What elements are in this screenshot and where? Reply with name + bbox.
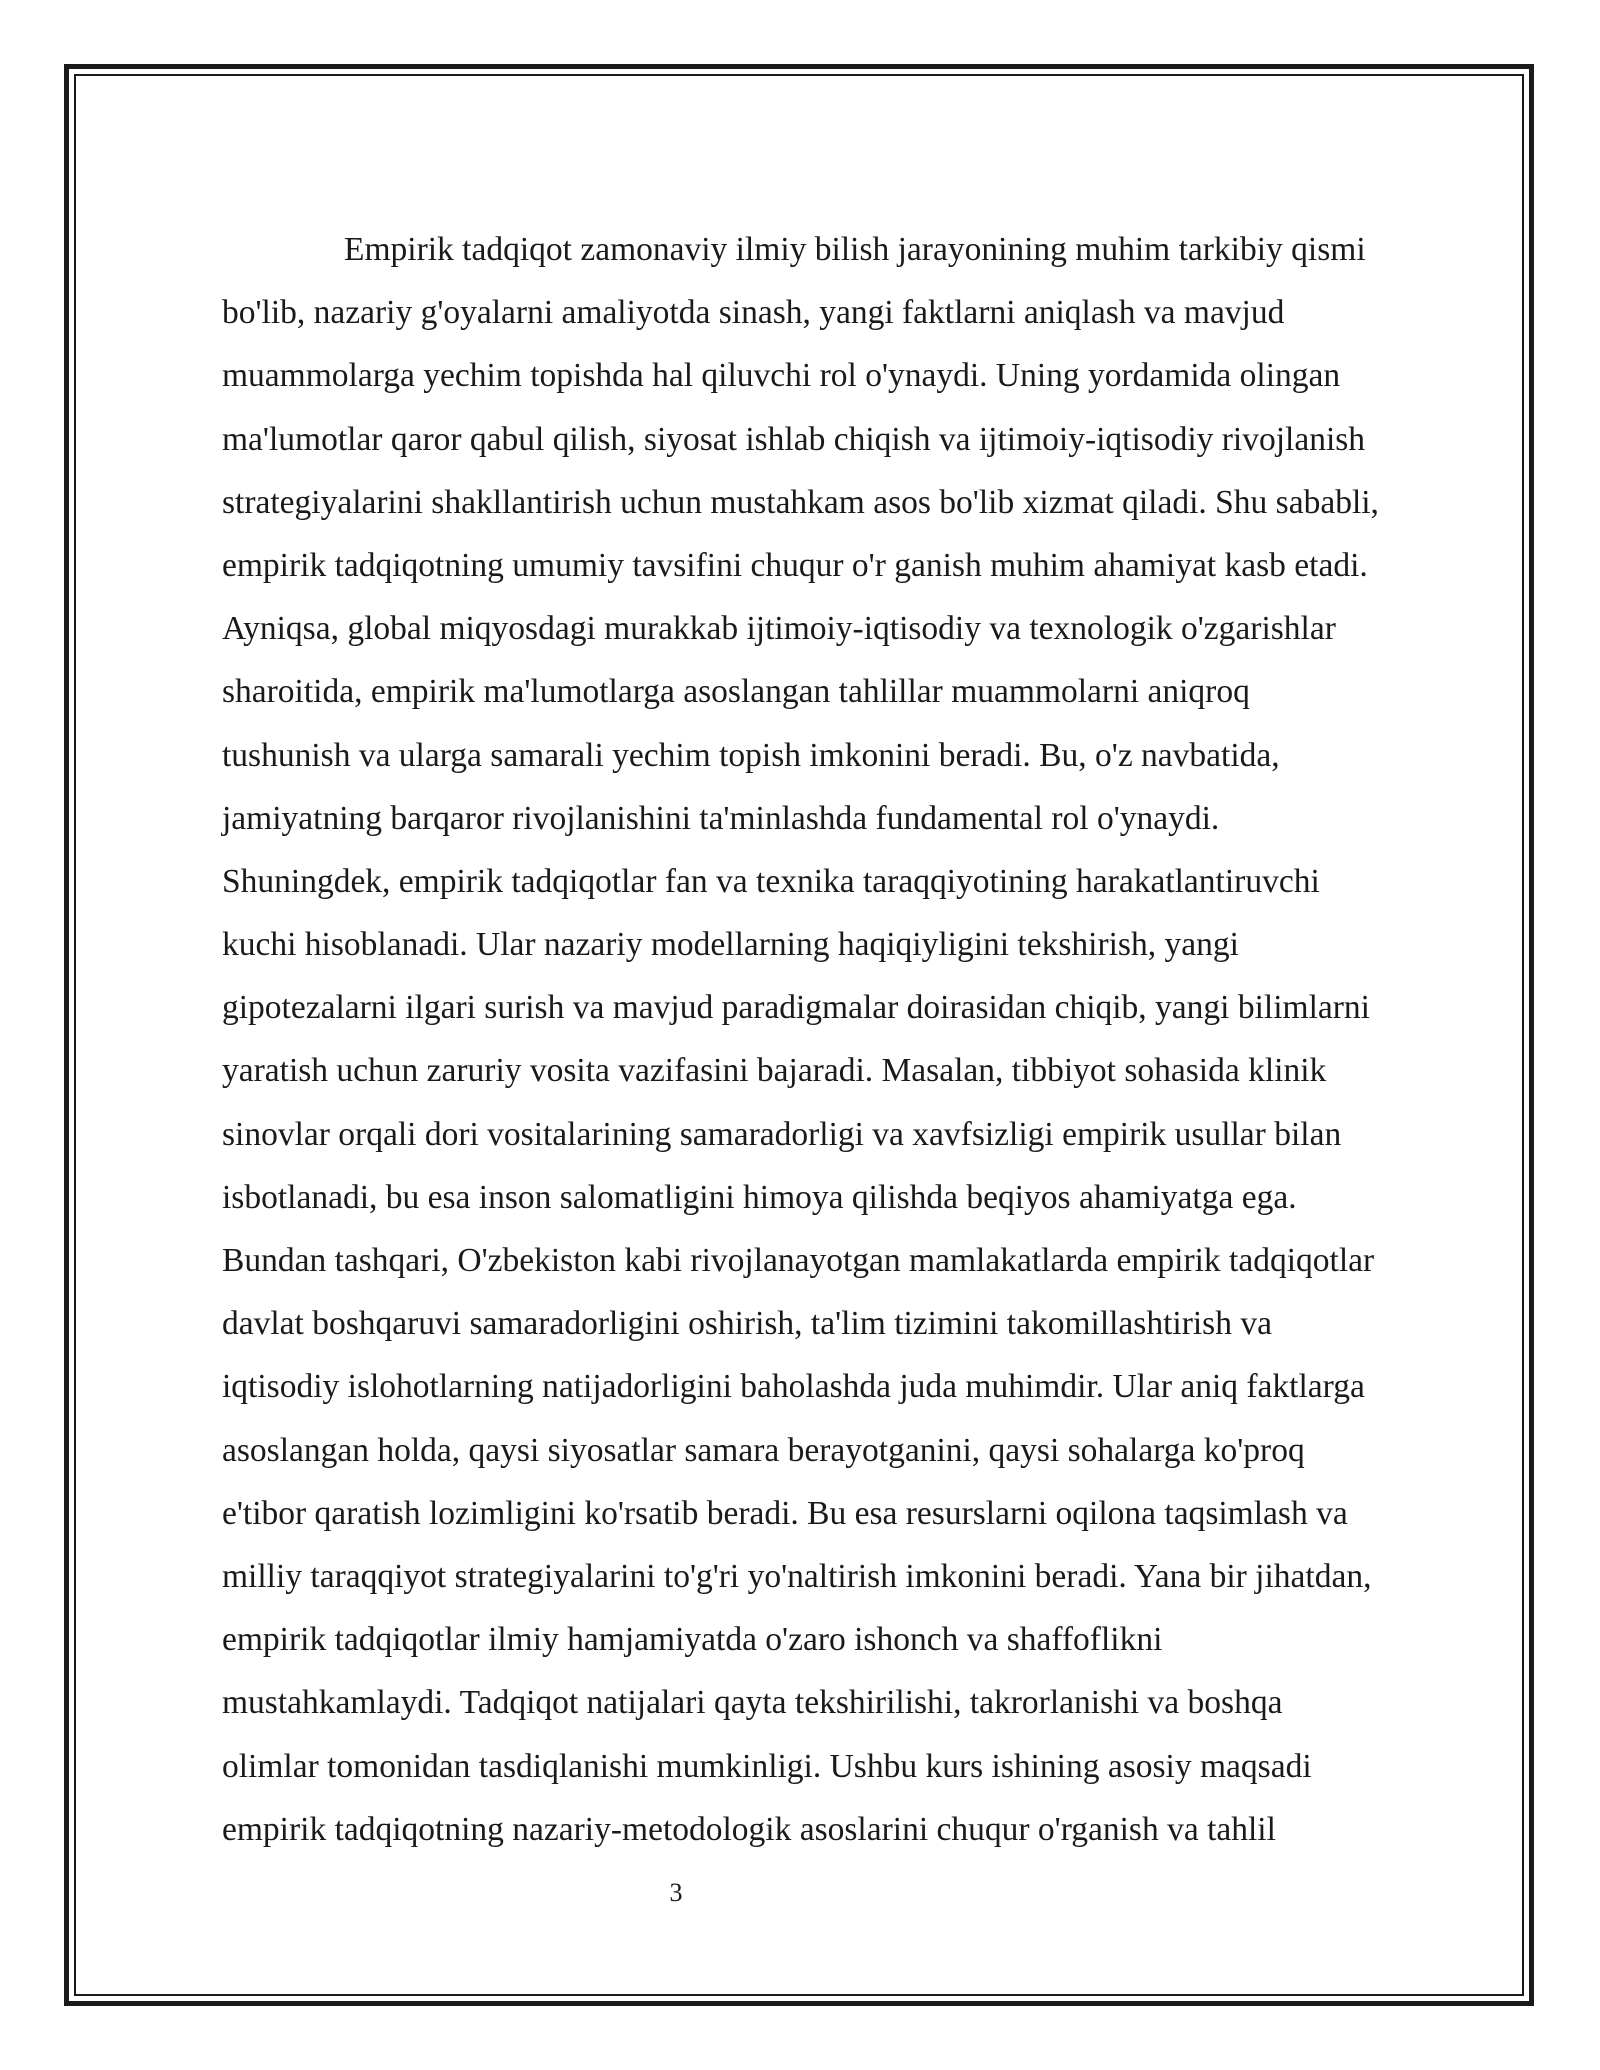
paragraph-line: iqtisodiy islohotlarning natijadorligini baholashda juda muhimdir. Ular aniq faktlarga (222, 1368, 1365, 1406)
page-number: 3 (669, 1878, 683, 1907)
paragraph-line: jamiyatning barqaror rivojlanishini ta'minlashda fundamental rol o'ynaydi. (222, 799, 1220, 837)
paragraph-line: Shuningdek, empirik tadqiqotlar fan va texnika taraqqiyotining harakatlantiruvchi (222, 862, 1320, 900)
paragraph-line: muammolarga yechim topishda hal qiluvchi rol o'ynaydi. Uning yordamida olingan (222, 357, 1341, 395)
paragraph-line: davlat boshqaruvi samaradorligini oshirish, ta'lim tizimini takomillashtirish va (222, 1305, 1272, 1343)
paragraph-line: e'tibor qaratish lozimligini ko'rsatib beradi. Bu esa resurslarni oqilona taqsimlash va (222, 1494, 1348, 1532)
paragraph-line: empirik tadqiqotning umumiy tavsifini chuqur o'r ganish muhim ahamiyat kasb etadi. (222, 546, 1368, 584)
paragraph-line: yaratish uchun zaruriy vosita vazifasini bajaradi. Masalan, tibbiyot sohasida klinik (222, 1052, 1327, 1090)
paragraph-line: empirik tadqiqotlar ilmiy hamjamiyatda o'zaro ishonch va shaffoflikni (222, 1621, 1163, 1659)
paragraph-line: strategiyalarini shakllantirish uchun mustahkam asos bo'lib xizmat qiladi. Shu sababli, (222, 483, 1379, 521)
paragraph-line: ma'lumotlar qaror qabul qilish, siyosat ishlab chiqish va ijtimoiy-iqtisodiy rivojlanish (222, 420, 1366, 458)
paragraph-line: tushunish va ularga samarali yechim topish imkonini beradi. Bu, o'z navbatida, (222, 736, 1280, 774)
paragraph-line: sinovlar orqali dori vositalarining samaradorligi va xavfsizligi empirik usullar bilan (222, 1115, 1342, 1153)
paragraph-line: Bundan tashqari, O'zbekiston kabi rivojlanayotgan mamlakatlarda empirik tadqiqotlar (222, 1242, 1375, 1279)
paragraph-line: asoslangan holda, qaysi siyosatlar samara berayotganini, qaysi sohalarga ko'proq (222, 1431, 1305, 1469)
paragraph-line: kuchi hisoblanadi. Ular nazariy modellarning haqiqiyligini tekshirish, yangi (222, 926, 1239, 964)
paragraph-line: empirik tadqiqotning nazariy-metodologik asoslarini chuqur o'rganish va tahlil (222, 1810, 1276, 1848)
body-paragraph (222, 218, 1492, 1861)
paragraph-line: Empirik tadqiqot zamonaviy ilmiy bilish jarayonining muhim tarkibiy qismi (344, 231, 1366, 268)
paragraph-line: olimlar tomonidan tasdiqlanishi mumkinligi. Ushbu kurs ishining asosiy maqsadi (222, 1747, 1312, 1785)
paragraph-line: isbotlanadi, bu esa inson salomatligini himoya qilishda beqiyos ahamiyatga ega. (222, 1178, 1297, 1216)
paragraph-line: milliy taraqqiyot strategiyalarini to'g'ri yo'naltirish imkonini beradi. Yana bir jihatdan, (222, 1557, 1372, 1595)
paragraph-line: Ayniqsa, global miqyosdagi murakkab ijtimoiy-iqtisodiy va texnologik o'zgarishlar (222, 610, 1336, 648)
paragraph-line: gipotezalarni ilgari surish va mavjud paradigmalar doirasidan chiqib, yangi bilimlarni (222, 989, 1370, 1027)
paragraph-line: sharoitida, empirik ma'lumotlarga asoslangan tahlillar muammolarni aniqroq (222, 673, 1250, 711)
paragraph-line: bo'lib, nazariy g'oyalarni amaliyotda sinash, yangi faktlarni aniqlash va mavjud (222, 294, 1285, 332)
paragraph-line: mustahkamlaydi. Tadqiqot natijalari qayta tekshirilishi, takrorlanishi va boshqa (222, 1684, 1283, 1722)
